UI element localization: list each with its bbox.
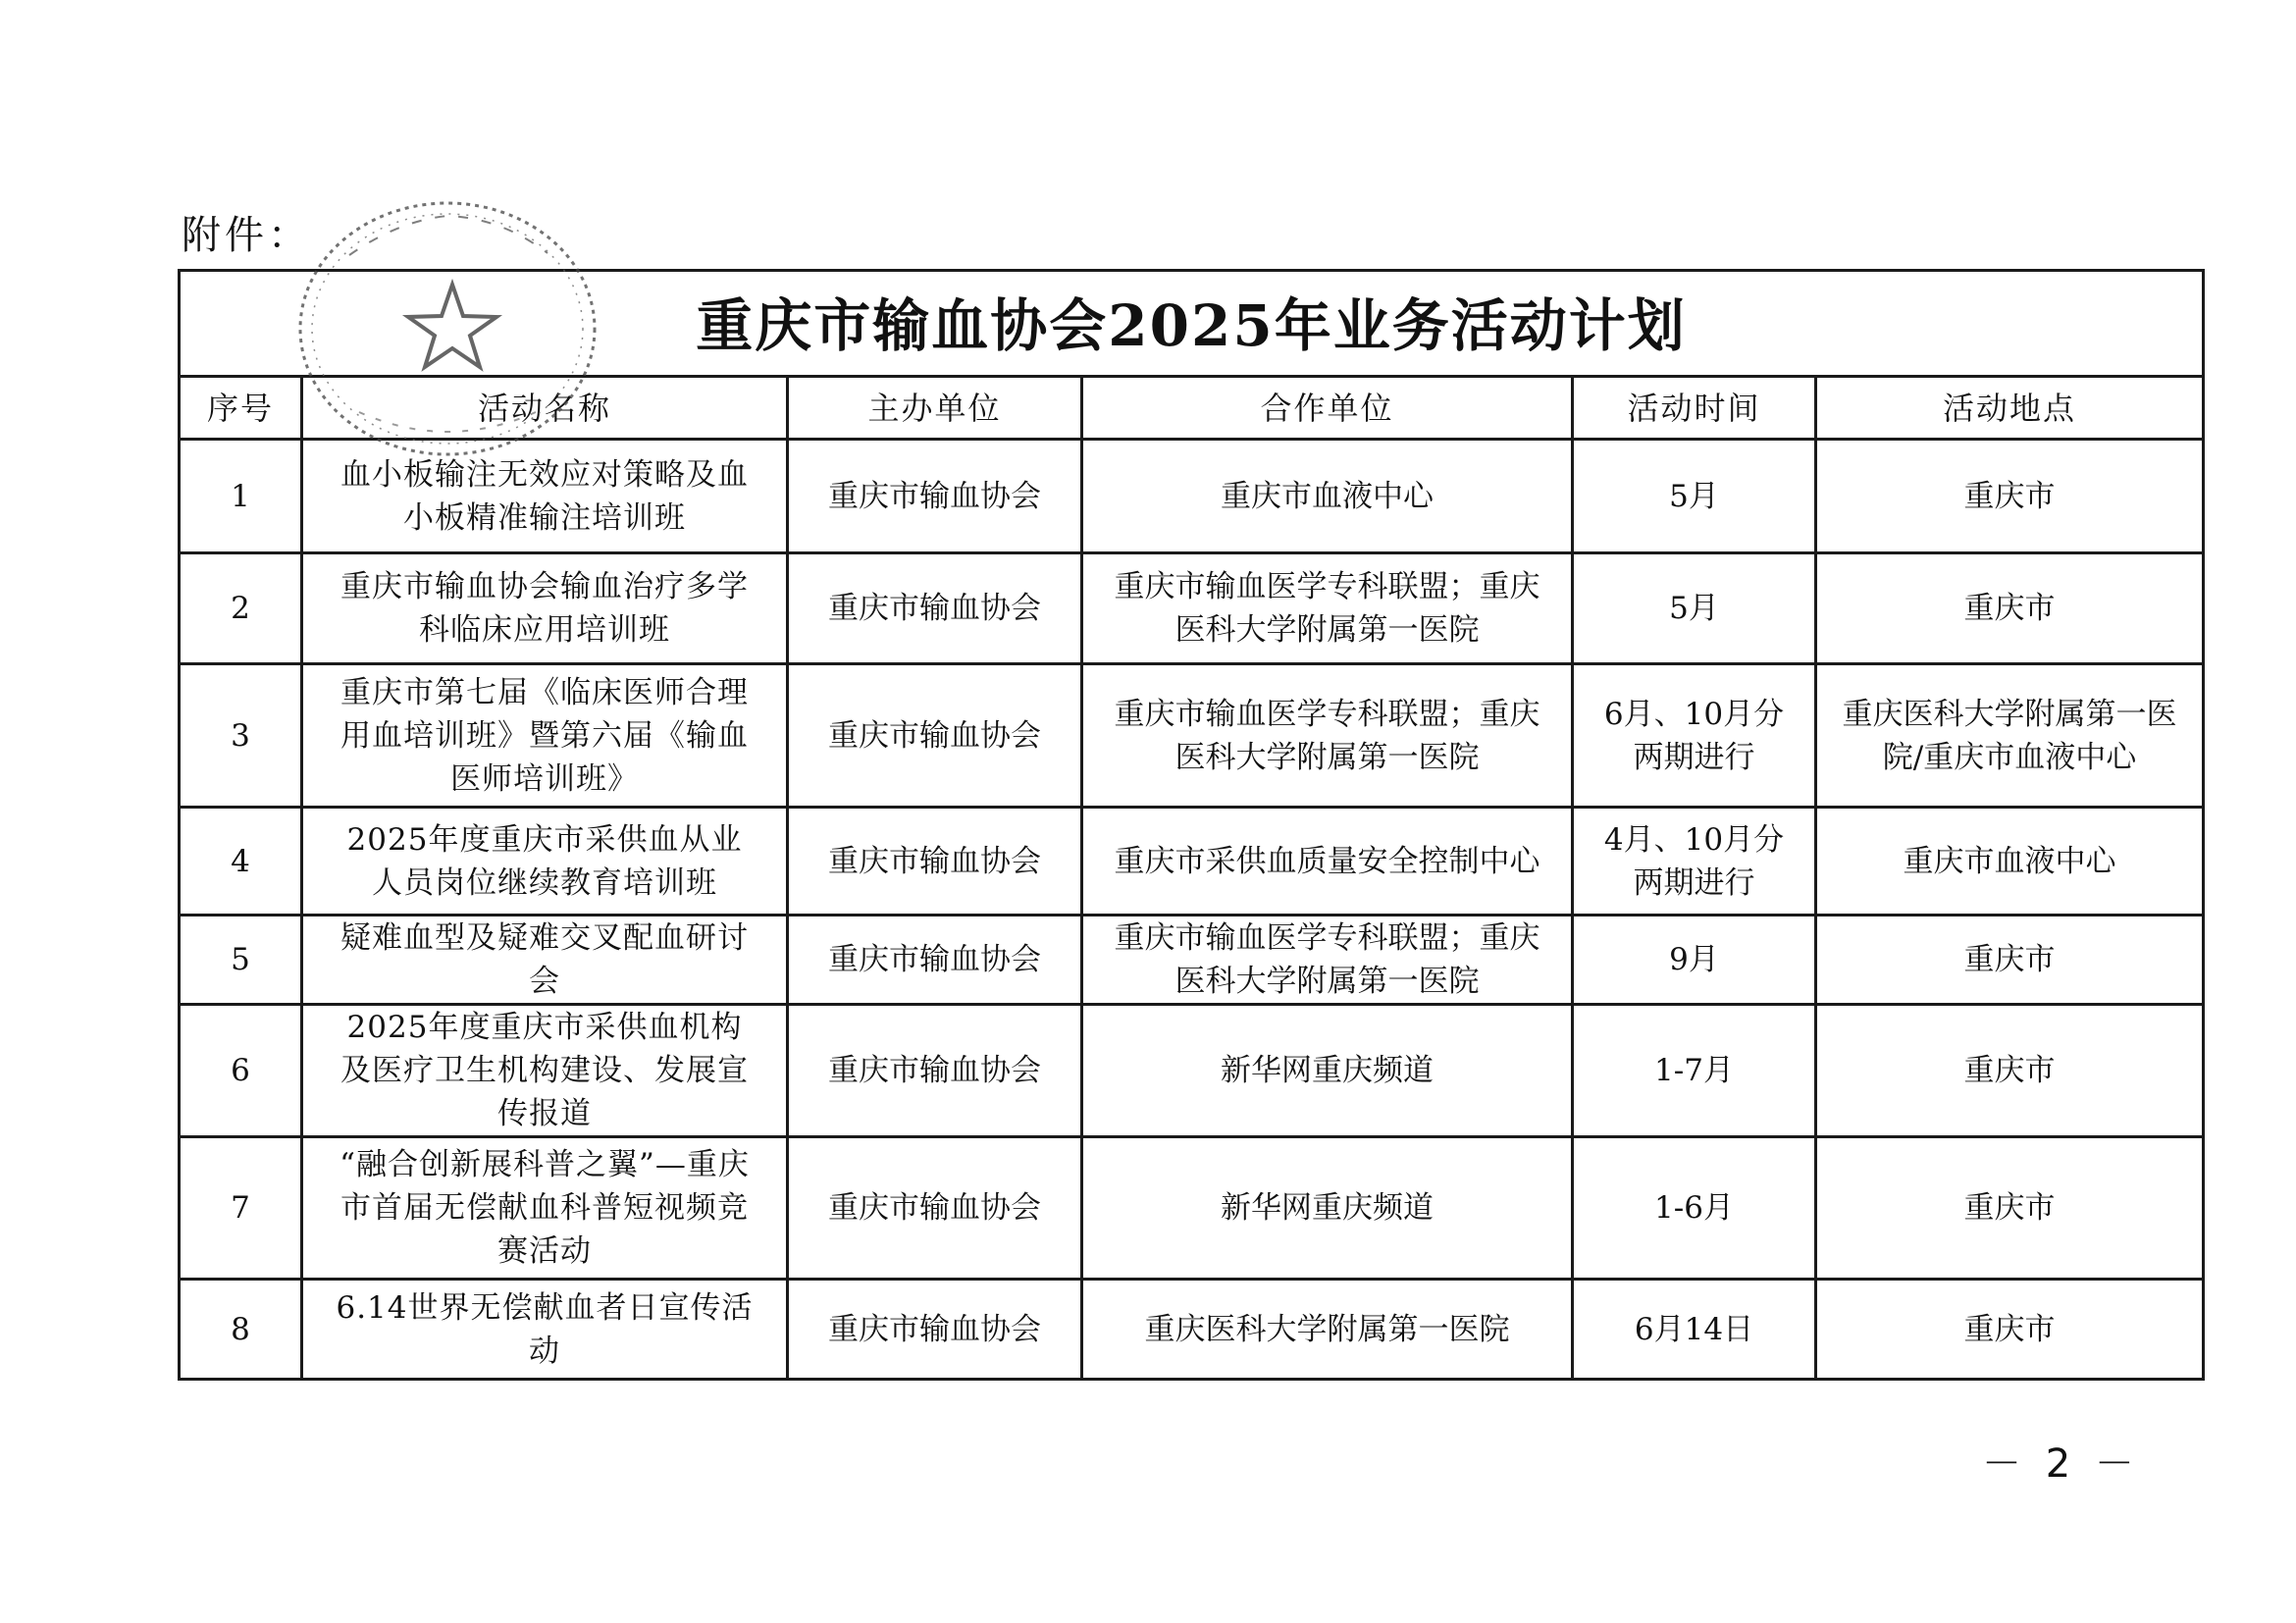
row-place: 重庆市 [1816,553,2204,664]
row-time: 6月、10月分两期进行 [1573,664,1816,808]
row-no: 2 [180,553,302,664]
row-activity-name: “融合创新展科普之翼”—重庆市首届无偿献血科普短视频竞赛活动 [302,1137,788,1280]
row-time: 1-6月 [1573,1137,1816,1280]
row-no: 1 [180,440,302,553]
activity-plan-table [178,269,2205,1381]
header-activity-name: 活动名称 [302,377,788,440]
table-row [180,1280,2204,1380]
page-number: － 2 － [1982,1441,2140,1487]
row-host: 重庆市输血协会 [788,808,1082,916]
row-activity-name: 重庆市第七届《临床医师合理用血培训班》暨第六届《输血医师培训班》 [302,664,788,808]
row-activity-name: 重庆市输血协会输血治疗多学科临床应用培训班 [302,553,788,664]
row-host: 重庆市输血协会 [788,1280,1082,1380]
row-place: 重庆市血液中心 [1816,808,2204,916]
row-time: 5月 [1573,553,1816,664]
row-partner: 重庆市输血医学专科联盟；重庆医科大学附属第一医院 [1082,664,1573,808]
row-no: 4 [180,808,302,916]
row-place: 重庆医科大学附属第一医院/重庆市血液中心 [1816,664,2204,808]
table-row [180,1005,2204,1137]
row-activity-name: 2025年度重庆市采供血机构及医疗卫生机构建设、发展宣传报道 [302,1005,788,1137]
row-place: 重庆市 [1816,1280,2204,1380]
row-host: 重庆市输血协会 [788,1005,1082,1137]
row-time: 4月、10月分两期进行 [1573,808,1816,916]
row-no: 8 [180,1280,302,1380]
row-place: 重庆市 [1816,1005,2204,1137]
table-row [180,440,2204,553]
header-time: 活动时间 [1573,377,1816,440]
row-place: 重庆市 [1816,916,2204,1005]
table-title: 重庆市输血协会2025年业务活动计划 [180,271,2204,377]
row-partner: 重庆医科大学附属第一医院 [1082,1280,1573,1380]
table-row [180,664,2204,808]
row-partner: 重庆市血液中心 [1082,440,1573,553]
header-partner: 合作单位 [1082,377,1573,440]
row-place: 重庆市 [1816,1137,2204,1280]
row-partner: 新华网重庆频道 [1082,1005,1573,1137]
row-host: 重庆市输血协会 [788,1137,1082,1280]
row-activity-name: 6.14世界无偿献血者日宣传活动 [302,1280,788,1380]
row-host: 重庆市输血协会 [788,440,1082,553]
row-place: 重庆市 [1816,440,2204,553]
row-time: 1-7月 [1573,1005,1816,1137]
row-time: 9月 [1573,916,1816,1005]
row-no: 3 [180,664,302,808]
row-activity-name: 疑难血型及疑难交叉配血研讨会 [302,916,788,1005]
row-time: 5月 [1573,440,1816,553]
header-no: 序号 [180,377,302,440]
row-no: 6 [180,1005,302,1137]
row-partner: 重庆市输血医学专科联盟；重庆医科大学附属第一医院 [1082,916,1573,1005]
table-row [180,916,2204,1005]
row-activity-name: 血小板输注无效应对策略及血小板精准输注培训班 [302,440,788,553]
attachment-label: 附件： [182,213,311,258]
row-no: 5 [180,916,302,1005]
table-row [180,1137,2204,1280]
header-place: 活动地点 [1816,377,2204,440]
table-row [180,553,2204,664]
row-no: 7 [180,1137,302,1280]
row-host: 重庆市输血协会 [788,664,1082,808]
row-partner: 重庆市输血医学专科联盟；重庆医科大学附属第一医院 [1082,553,1573,664]
table-row [180,808,2204,916]
row-host: 重庆市输血协会 [788,916,1082,1005]
row-partner: 新华网重庆频道 [1082,1137,1573,1280]
row-host: 重庆市输血协会 [788,553,1082,664]
row-partner: 重庆市采供血质量安全控制中心 [1082,808,1573,916]
row-time: 6月14日 [1573,1280,1816,1380]
row-activity-name: 2025年度重庆市采供血从业人员岗位继续教育培训班 [302,808,788,916]
header-host: 主办单位 [788,377,1082,440]
